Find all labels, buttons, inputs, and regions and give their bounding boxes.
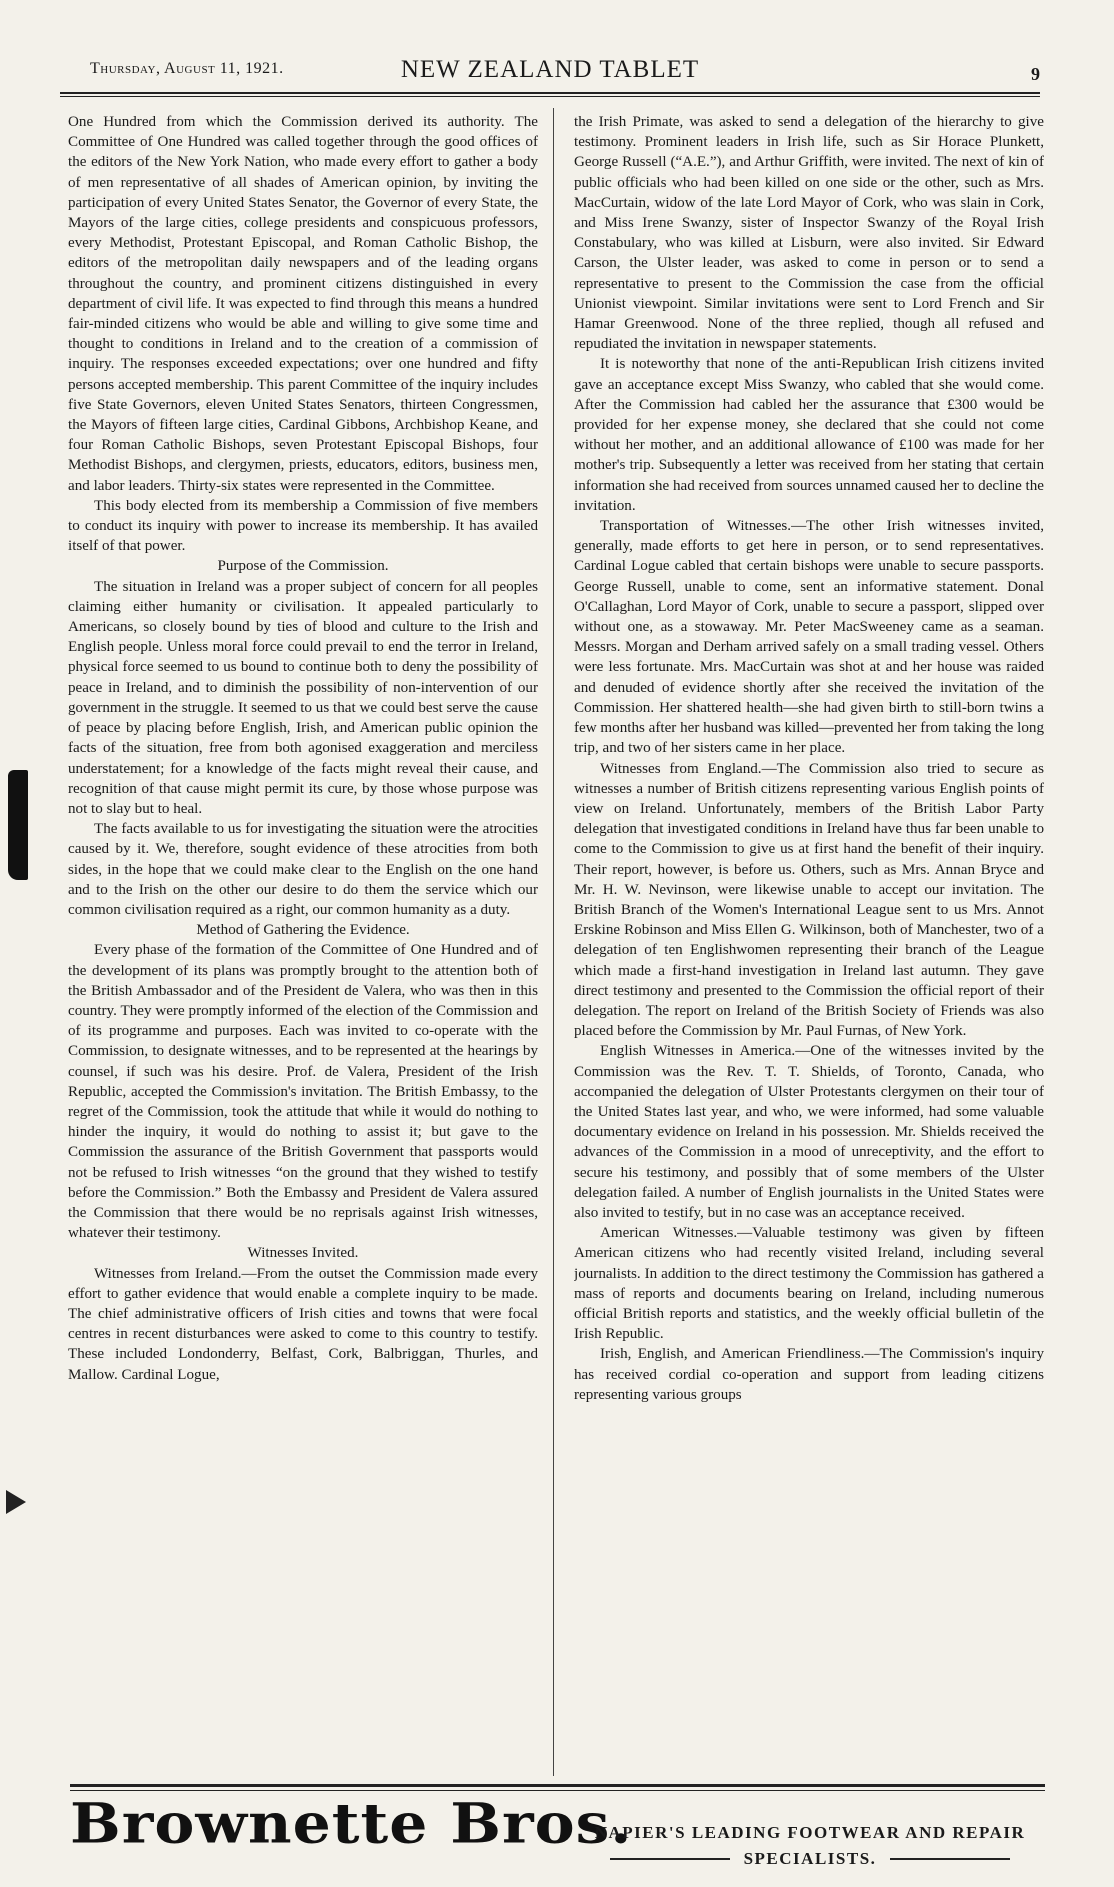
paragraph: It is noteworthy that none of the anti-Republican Irish citizens invited gave an acceptance except Miss Swanzy, who cabled that she would come. After the Commission had cabled her the assurance that £300 would be provided for her expense money, she declared that she could not come without her mother, and an additional allowance of £100 was made for her mother's trip. Subsequently a letter was received from her stating that certain information she had received from sources unnamed caused her to decline the invitation. bbox=[574, 356, 1044, 514]
advert-rule-thick bbox=[70, 1784, 1045, 1787]
column-divider bbox=[553, 108, 554, 1776]
page-header bbox=[60, 56, 1040, 90]
paragraph: The situation in Ireland was a proper subject of concern for all peoples claiming either humanity or civilisation. It appealed particularly to Americans, so closely bound by ties of blood and culture to the Irish and English people. Unless moral force could prevail to end the terror in Ireland, physical force seemed to us bound to continue both to deny the possibility of peace in Ireland, and to diminish the possibility of non-intervention of our government in the struggle. It seemed to us that we could best serve the cause of peace by placing before English, Irish, and American public opinion the facts of the situation, free from both agonised exaggeration and merciless understatement; for a knowledge of the facts might reveal their cause, and recognition of that cause might permit its cure, by those whose purpose was not to slay but to heal. bbox=[68, 578, 538, 817]
paragraph: The facts available to us for investigating the situation were the atrocities caused by it. We, therefore, sought evidence of these atrocities from both sides, in the hope that we could make clear to the English on the one hand and to the Irish on the other our desire to do them the service which our common civilisation required as a right, our common humanity as a duty. bbox=[68, 821, 538, 918]
right-column bbox=[574, 112, 1044, 1772]
advert-line-2: SPECIALISTS. bbox=[743, 1849, 877, 1868]
paragraph: Transportation of Witnesses.—The other Irish witnesses invited, generally, made efforts to get here in person, or to send representatives. Cardinal Logue cabled that certain bishops were unable to secure passports. George Russell, unable to come, sent an informative statement. Donal O'Callaghan, Lord Mayor of Cork, unable to secure a passport, slipped over without one, as a stowaway. Mr. Peter MacSweeney came as a seaman. Messrs. Morgan and Derham arrived safely on a small trading vessel. Others were less fortunate. Mrs. MacCurtain was shot at and her house was raided and denuded of evidence shortly after she received the invitation of the Commission. Her shattered health—she had given birth to still-born twins a few months after her husband was killed—prevented her from taking the long trip, and two of her sisters came in her place. bbox=[574, 518, 1044, 757]
left-column bbox=[68, 112, 538, 1772]
advert-line-1: NAPIER'S LEADING FOOTWEAR AND REPAIR bbox=[594, 1823, 1026, 1842]
subheading-witnesses: Witnesses Invited. bbox=[247, 1245, 359, 1262]
masthead-title: NEW ZEALAND TABLET bbox=[400, 56, 700, 83]
issue-date: Thursday, August 11, 1921. bbox=[90, 60, 284, 77]
header-rule-thick bbox=[60, 92, 1040, 94]
paragraph: This body elected from its membership a Commission of five members to conduct its inquiry with power to increase its membership. It has availed itself of that power. bbox=[68, 497, 538, 555]
margin-ink-mark bbox=[8, 770, 28, 880]
paragraph: American Witnesses.—Valuable testimony was given by fifteen American citizens who had recently visited Ireland, including several journalists. In addition to the direct testimony the Commission has gathered a mass of reports and documents bearing on Ireland, including numerous official British reports and statistics, and the weekly official bulletin of the Irish Republic. bbox=[574, 1225, 1044, 1343]
advert-brand: Brownette Bros. bbox=[70, 1792, 633, 1857]
page-number: 9 bbox=[1031, 64, 1040, 84]
header-rule-thin bbox=[60, 96, 1040, 97]
paragraph: English Witnesses in America.—One of the witnesses invited by the Commission was the Rev. T. T. Shields, of Toronto, Canada, who accompanied the delegation of Ulster Protestants clergymen on their tour of the United States last year, and who, we were informed, had some valuable documentary evidence on Ireland in his possession. Mr. Shields received the advances of the Commission in a mood of unreceptivity, and the effort to secure his testimony, and possibly that of some members of the Ulster delegation failed. A number of English journalists in the United States were also invited to testify, but in no case was an acceptance received. bbox=[574, 1043, 1044, 1221]
advert-rule-thin bbox=[70, 1790, 1045, 1791]
paragraph: Witnesses from Ireland.—From the outset the Commission made every effort to gather evidence that would enable a complete inquiry to be made. The chief administrative officers of Irish cities and towns that were focal centres in recent disturbances were asked to come to this country to testify. These included Londonderry, Belfast, Cork, Balbriggan, Thurles, and Mallow. Cardinal Logue, bbox=[68, 1265, 538, 1383]
paragraph: Witnesses from England.—The Commission also tried to secure as witnesses a number of British citizens representing various English points of view on Ireland. Unfortunately, members of the British Labor Party delegation that investigated conditions in Ireland have thus far been unable to come to the Commission to give us at first hand the benefit of their inquiry. Their report, however, is before us. Others, such as Mrs. Annan Bryce and Mr. H. W. Nevinson, were likewise unable to accept our invitation. The British Branch of the Women's International League sent to us Mrs. Annot Erskine Robinson and Miss Ellen G. Wilkinson, both of Manchester, two of a delegation of ten Englishwomen representing their branch of the League which made a first-hand investigation in Ireland last autumn. They gave direct testimony and presented to the Commission the official report of their delegation. The report on Ireland of the British Society of Friends was also placed before the Commission by Mr. Paul Furnas, of New York. bbox=[574, 760, 1044, 1040]
paragraph: Every phase of the formation of the Committee of One Hundred and of the development of its plans was promptly brought to the attention both of the British Ambassador and of the President de Valera, who was then in this country. They were promptly informed of the election of the Commission and of its programme and purposes. Each was invited to co-operate with the Commission, to designate witnesses, and to be represented at the hearings by counsel, if such was his desire. Prof. de Valera, President of the Irish Republic, accepted the Commission's invitation. The British Embassy, to the regret of the Commission, took the attitude that while it would do nothing to hinder the inquiry, it would do nothing to assist it; but gave to the Commission the assurance of the British Government that passports would not be refused to Irish witnesses “on the ground that they wished to testify before the Commission.” Both the Embassy and President de Valera assured the Commission that there would be no reprisals against Irish witnesses, whatever their testimony. bbox=[68, 942, 538, 1242]
subheading-purpose: Purpose of the Commission. bbox=[217, 558, 389, 575]
advert-dash-right bbox=[890, 1858, 1010, 1860]
subheading-method: Method of Gathering the Evidence. bbox=[196, 922, 410, 939]
advert-text bbox=[575, 1820, 1045, 1872]
margin-arrow-icon bbox=[6, 1490, 26, 1514]
advert-line-2-wrap bbox=[575, 1846, 1045, 1872]
paragraph: the Irish Primate, was asked to send a delegation of the hierarchy to give testimony. Prominent leaders in Irish life, such as Sir Horace Plunkett, George Russell (“A.E.”), and Arthur Griffith, were invited. The next of kin of public officials who had been killed on one side or the other, such as Mrs. MacCurtain, widow of the late Lord Mayor of Cork, who was slain in Cork, and Miss Irene Swanzy, sister of Inspector Swanzy of the Royal Irish Constabulary, who was killed at Lisburn, were also invited. Sir Edward Carson, the Ulster leader, was asked to come in person or to send a representative to present to the Commission the case from the official Unionist viewpoint. Similar invitations were sent to Lord French and Sir Hamar Greenwood. None of the three replied, though all refused and repudiated the invitation in newspaper statements. bbox=[574, 114, 1044, 353]
advert-dash-left bbox=[610, 1858, 730, 1860]
paragraph: Irish, English, and American Friendliness.—The Commission's inquiry has received cordial co-operation and support from leading citizens representing various groups bbox=[574, 1346, 1044, 1403]
paragraph: One Hundred from which the Commission derived its authority. The Committee of One Hundred was called together through the good offices of the editors of the New York Nation, who made every effort to gather a body of men representative of all shades of American opinion, by inviting the participation of every United States Senator, the Governor of every State, the Mayors of the large cities, college presidents and conspicuous professors, every Methodist, Protestant Episcopal, and Roman Catholic Bishop, the editors of the metropolitan daily newspapers and of the leading organs throughout the country, and prominent citizens distinguished in every department of civil life. It was expected to find through this means a hundred fair-minded citizens who would be able and willing to give some time and thought to conditions in Ireland and to the creation of a commission of inquiry. The responses exceeded expectations; over one hundred and fifty persons accepted membership. This parent Committee of the inquiry includes five State Governors, eleven United States Senators, thirteen Congressmen, the Mayors of fifteen large cities, Cardinal Gibbons, Archbishop Keane, and four Roman Catholic Bishops, seven Protestant Episcopal Bishops, four Methodist Bishops, and clergymen, priests, educators, editors, business men, and labor leaders. Thirty-six states were represented in the Committee. bbox=[68, 114, 538, 494]
